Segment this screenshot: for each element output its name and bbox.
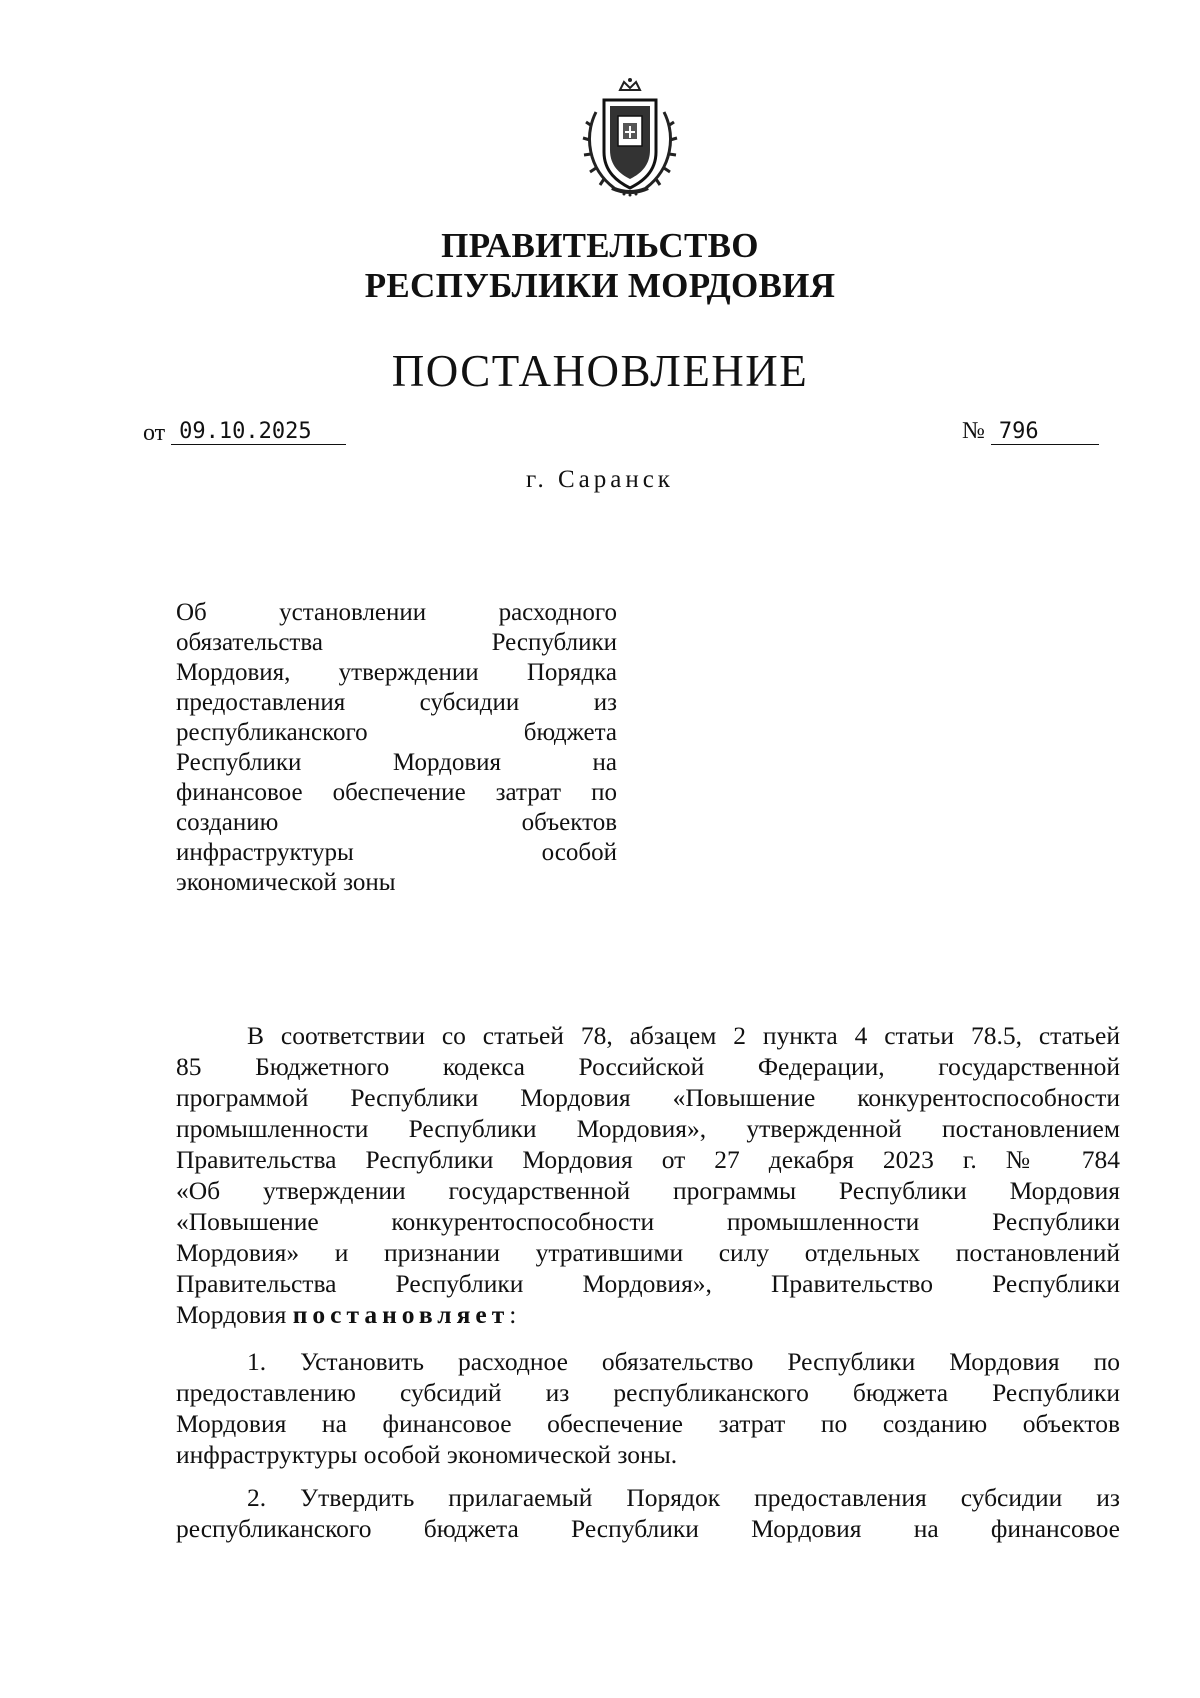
paragraph-line: «Об утверждении государственной программы Республики Мордовия bbox=[176, 1176, 1120, 1205]
title-line: созданию объектов bbox=[176, 809, 617, 836]
title-line: обязательства Республики bbox=[176, 629, 617, 656]
paragraph-line: 2. Утвердить прилагаемый Порядок предоставления субсидии из bbox=[247, 1483, 1120, 1512]
date-prefix: от bbox=[143, 420, 166, 446]
paragraph-line: Мордовия на финансовое обеспечение затрат по созданию объектов bbox=[176, 1409, 1120, 1438]
paragraph-line: программой Республики Мордовия «Повышение конкурентоспособности bbox=[176, 1083, 1120, 1112]
title-line: Об установлении расходного bbox=[176, 599, 617, 626]
paragraph-line: В соответствии со статьей 78, абзацем 2 пункта 4 статьи 78.5, статьей bbox=[247, 1021, 1120, 1050]
decree-colon: : bbox=[509, 1300, 517, 1329]
document-number: 796 bbox=[991, 419, 1099, 445]
number-prefix: № bbox=[962, 418, 985, 444]
city: г. Саранск bbox=[526, 466, 674, 493]
date-row bbox=[143, 418, 346, 445]
title-line: инфраструктуры особой bbox=[176, 839, 617, 866]
item-1-paragraph bbox=[176, 1346, 1120, 1470]
title-line: предоставления субсидии из bbox=[176, 689, 617, 716]
paragraph-line: 85 Бюджетного кодекса Российской Федерации, государственной bbox=[176, 1052, 1120, 1081]
title-line: Республики Мордовия на bbox=[176, 749, 617, 776]
paragraph-line: республиканского бюджета Республики Мордовия на финансовое bbox=[176, 1514, 1120, 1543]
paragraph-line: «Повышение конкурентоспособности промышленности Республики bbox=[176, 1207, 1120, 1236]
title-line: финансовое обеспечение затрат по bbox=[176, 779, 617, 806]
paragraph-line: промышленности Республики Мордовия», утвержденной постановлением bbox=[176, 1114, 1120, 1143]
paragraph-line: предоставлению субсидий из республиканского бюджета Республики bbox=[176, 1378, 1120, 1407]
title-line: республиканского бюджета bbox=[176, 719, 617, 746]
coat-of-arms-icon bbox=[574, 76, 686, 204]
organization-name-line-1: ПРАВИТЕЛЬСТВО bbox=[441, 226, 759, 265]
organization-name-line-2: РЕСПУБЛИКИ МОРДОВИЯ bbox=[364, 266, 836, 305]
paragraph-line: Правительства Республики Мордовия от 27 декабря 2023 г. № 784 bbox=[176, 1145, 1120, 1174]
number-row bbox=[962, 418, 1099, 445]
preamble-last-word: Мордовия bbox=[176, 1300, 287, 1329]
paragraph-line: Мордовия» и признании утратившими силу отдельных постановлений bbox=[176, 1238, 1120, 1267]
preamble-paragraph bbox=[176, 1020, 1120, 1330]
title-line: экономической зоны bbox=[176, 869, 396, 896]
paragraph-line bbox=[176, 1299, 1120, 1330]
title-line: Мордовия, утверждении Порядка bbox=[176, 659, 617, 686]
paragraph-line: 1. Установить расходное обязательство Республики Мордовия по bbox=[247, 1347, 1120, 1376]
paragraph-line: инфраструктуры особой экономической зоны. bbox=[176, 1440, 678, 1469]
decree-word: постановляет bbox=[292, 1300, 510, 1329]
document-title bbox=[176, 598, 617, 898]
item-2-paragraph bbox=[176, 1482, 1120, 1544]
document-date: 09.10.2025 bbox=[171, 419, 345, 445]
paragraph-line: Правительства Республики Мордовия», Правительство Республики bbox=[176, 1269, 1120, 1298]
document-type-heading: ПОСТАНОВЛЕНИЕ bbox=[391, 346, 809, 396]
